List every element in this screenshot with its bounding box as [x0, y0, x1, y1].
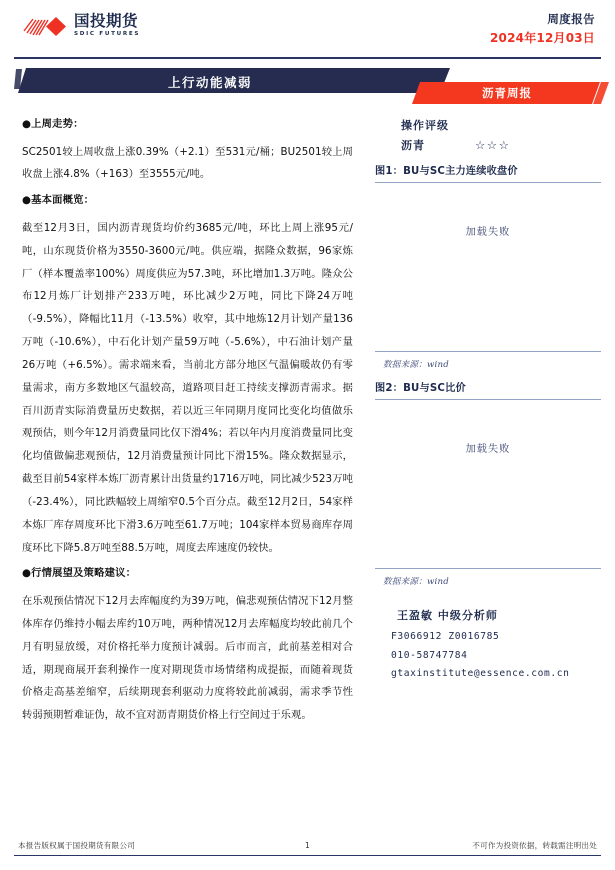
footer-page-number: 1: [304, 840, 311, 850]
banner-title: 上行动能减弱: [167, 75, 252, 90]
footer-row: [14, 840, 601, 855]
rating-product-name: 沥青: [401, 139, 425, 152]
header-divider: [14, 57, 601, 59]
article-column: [14, 115, 359, 736]
figure-2-caption: 图2：BU与SC比价: [375, 383, 466, 394]
analyst-card: [391, 607, 601, 684]
figure-1-caption: 图1：BU与SC主力连续收盘价: [375, 166, 518, 177]
figure-2-load-failed-text: 加载失败: [465, 444, 511, 455]
rating-row: [401, 137, 601, 153]
section-heading-trend: [22, 115, 353, 135]
rating-stars-icon: ☆☆☆: [475, 138, 511, 152]
banner-tag: 沥青周报: [482, 86, 532, 100]
sdic-diamond-icon: [22, 14, 68, 38]
page-footer: [14, 840, 601, 857]
sidebar-column: [359, 115, 601, 736]
page-header: [0, 0, 615, 58]
company-logo: [22, 14, 140, 38]
section-heading-outlook-text: ●行情展望及策略建议：: [22, 567, 137, 580]
logo-wordmark: [74, 14, 140, 37]
figure-2-image-area: [375, 400, 601, 568]
logo-text-cn: 国投期货: [74, 12, 139, 31]
footer-copyright: 本报告版权属于国投期货有限公司: [18, 840, 135, 850]
rating-title: 操作评级: [401, 119, 449, 132]
footer-divider: [14, 855, 601, 857]
section-heading-trend-text: ●上周走势：: [22, 118, 84, 130]
page-content: [0, 105, 615, 736]
section-body-trend: SC2501较上周收盘上涨0.39%（+2.1）至531元/桶；BU2501较上周收盘上涨4.8%（+163）至3555元/吨。: [22, 145, 353, 181]
figure-1-load-failed-text: 加载失败: [465, 227, 511, 238]
figure-2-bottom-rule: [375, 568, 601, 569]
analyst-phone: 010-58747784: [391, 649, 468, 661]
figure-1: [375, 162, 601, 370]
section-heading-outlook: [22, 564, 353, 584]
section-body-outlook: 在乐观预估情况下12月去库幅度约为39万吨，偏悲观预估情况下12月整体库存仍维持小幅去库约10万吨，两种情况12月去库幅度均较此前几个月有明显放缓，对价格托举力度预计减弱。后市而言，此前基差相对合适，期现商展开套利操作一度对期现货市场情绪构成提振，而随着现货价格走高基差缩窄，后续期现套利驱动力度将较此前减弱，需求季节性转弱预期暂难证伪，故不宜对沥青期货价格上行空间过于乐观。: [22, 595, 353, 722]
footer-disclaimer: 不可作为投资依据，转载需注明出处: [472, 840, 597, 850]
analyst-name: 王盈敏 中级分析师: [397, 609, 498, 622]
figure-1-image-area: [375, 183, 601, 351]
section-heading-fundamentals-text: ●基本面概览：: [22, 194, 95, 207]
figure-2-source: 数据来源：wind: [383, 577, 449, 587]
figure-2: [375, 379, 601, 587]
report-date: 2024年12月03日: [490, 30, 595, 45]
analyst-license: F3066912 Z0016785: [391, 631, 500, 642]
logo-text-en: SDIC FUTURES: [74, 30, 141, 37]
figure-1-source: 数据来源：wind: [383, 360, 449, 370]
section-heading-fundamentals: [22, 191, 353, 211]
analyst-email: gtaxinstitute@essence.com.cn: [391, 668, 570, 680]
report-type: 周度报告: [547, 12, 595, 26]
section-body-fundamentals: 截至12月3日，国内沥青现货均价约3685元/吨，环比上周上涨95元/吨，山东现货价格为3550-3600元/吨。供应端，据隆众数据，96家炼厂（样本覆盖率100%）周度供应为57.3吨，环比增加1.3万吨。隆众公布12月炼厂计划排产233万吨，环比减少2万吨，同比下降24万吨（-9.5%），降幅比11月（-13.5%）收窄，其中地炼12月计划产量136万吨（-10.6%），中石化计划产量59万吨（-5.6%），中石油计划产量26万吨（+6.5%）。需求端来看，当前北方部分地区气温偏暖故仍有零量需求，南方多数地区气温较高，道路项目赶工持续支撑沥青需求。据百川沥青实际消费量历史数据，若以近三年同期月度同比变化均值做乐观预估，则今年12月消费量同比仅下滑4%；若以年内月度消费量同比变化均值做偏悲观预估，12月消费量预计同比下滑15%。隆众数据显示，截至目前54家样本炼厂沥青累计出货量约1716万吨，同比减少523万吨（-23.4%），同比跌幅较上周缩窄0.5个百分点。截至12月2日，54家样本炼厂库存周度环比下滑3.6万吨至61.7万吨；104家样本贸易商库存周度环比下降5.8万吨至88.5万吨，周度去库速度仍较快。: [22, 221, 353, 554]
title-banner: [0, 63, 615, 105]
figure-1-bottom-rule: [375, 351, 601, 352]
header-meta: [490, 12, 595, 46]
